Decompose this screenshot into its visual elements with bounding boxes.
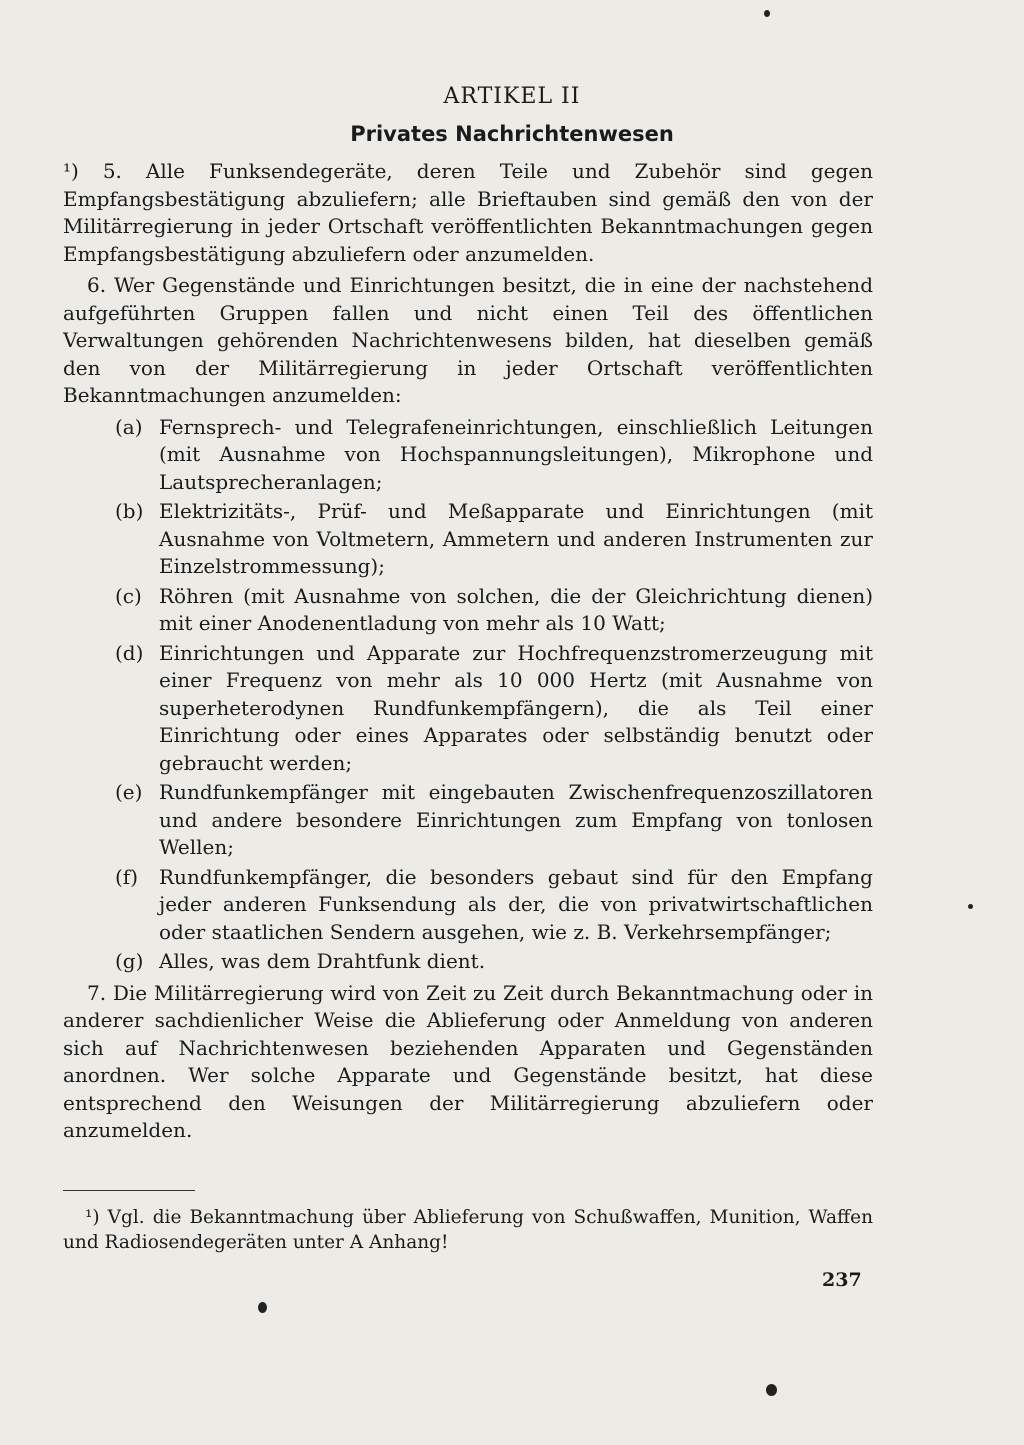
list-item [63, 779, 873, 862]
paragraph-6: 6. Wer Gegenstände und Einrichtungen besitzt, die in eine der nachstehend aufgeführten Gruppen fallen und nicht einen Teil des öffentlichen Verwaltungen gehörenden Nachrichtenwesens bilden, hat dieselben gemäß den von der Militärregierung in jeder Ortschaft veröffentlichten Bekanntmachungen anzumelden: [63, 273, 873, 407]
footnote: ¹) Vgl. die Bekanntmachung über Ablieferung von Schußwaffen, Munition, Waffen und Radiosendegeräten unter A Anhang! [63, 1207, 873, 1253]
item-list [63, 414, 873, 976]
item-text: Rundfunkempfänger, die besonders gebaut sind für den Empfang jeder anderen Funksendung als der, die von privatwirtschaftlichen oder staatlichen Sendern ausgehen, wie z. B. Verkehrsempfänger; [159, 864, 873, 944]
item-label: (d) [115, 640, 144, 665]
item-label: (g) [115, 949, 144, 973]
paragraph-5: ¹) 5. Alle Funksendegeräte, deren Teile und Zubehör sind gegen Empfangsbestätigung abzuliefern; alle Brieftauben sind gemäß den von der Militärregierung in jeder Ortschaft veröffentlichten Bekanntmachungen gegen Empfangsbestätigung abzuliefern oder anzumelden. [63, 159, 873, 266]
item-text: Alles, was dem Drahtfunk dient. [159, 949, 486, 973]
item-text: Einrichtungen und Apparate zur Hochfrequenzstromerzeugung mit einer Frequenz von mehr als 10 000 Hertz (mit Ausnahme von superheterodynen Rundfunkempfängern), die als Teil einer Einrichtung oder eines Apparates oder selbständig benutzt oder gebraucht werden; [159, 640, 873, 775]
paragraph-7: 7. Die Militärregierung wird von Zeit zu Zeit durch Bekanntmachung oder in anderer sachdienlicher Weise die Ablieferung oder Anmeldung von anderen sich auf Nachrichtenwesen beziehenden Apparaten und Gegenständen anordnen. Wer solche Apparate und Gegenstände besitzt, hat diese entsprechend den Weisungen der Militärregierung abzuliefern oder anzumelden. [63, 980, 873, 1142]
item-label: (e) [115, 780, 143, 804]
item-label: (c) [115, 583, 142, 608]
list-item [63, 498, 873, 581]
page-number: 237 [822, 1269, 862, 1291]
item-text: Fernsprech- und Telegrafeneinrichtungen, einschließlich Leitungen (mit Ausnahme von Hochspannungsleitungen), Mikrophone und Lautsprecheranlagen; [159, 414, 873, 494]
item-label: (f) [115, 864, 139, 889]
list-item [63, 864, 873, 947]
list-item [63, 583, 873, 638]
scan-speck [764, 10, 770, 17]
item-text: Rundfunkempfänger mit eingebauten Zwischenfrequenzoszillatoren und andere besondere Einrichtungen zum Empfang von tonlosen Wellen; [159, 780, 873, 859]
item-label: (b) [115, 499, 144, 523]
footnote-divider [63, 1190, 195, 1191]
list-item [63, 640, 873, 778]
list-item [63, 414, 873, 497]
item-label: (a) [115, 414, 143, 439]
scan-speck [968, 904, 973, 909]
article-heading: ARTIKEL II [443, 84, 581, 109]
scan-speck [766, 1384, 777, 1396]
item-text: Elektrizitäts-, Prüf- und Meßapparate und Einrichtungen (mit Ausnahme von Voltmetern, Ammetern und anderen Instrumenten zur Einzelstrommessung); [159, 499, 873, 578]
list-item [63, 948, 873, 976]
item-text: Röhren (mit Ausnahme von solchen, die der Gleichrichtung dienen) mit einer Anodenentladung von mehr als 10 Watt; [159, 583, 873, 635]
section-title: Privates Nachrichtenwesen [350, 122, 674, 146]
scan-speck [258, 1302, 267, 1313]
article-body [63, 158, 873, 1149]
